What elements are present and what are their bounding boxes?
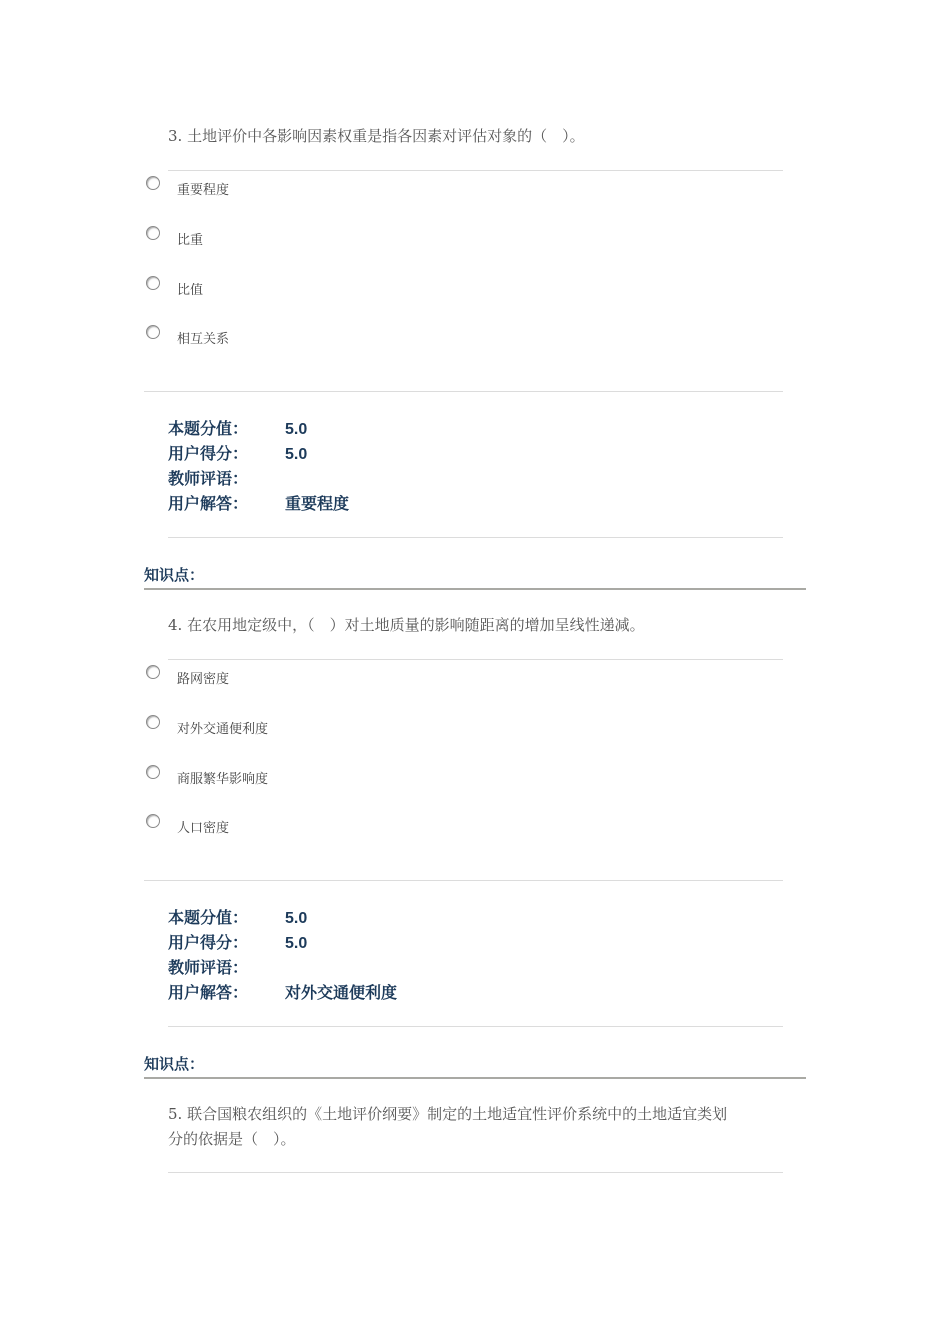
question-5-line-2: 分的依据是（ ）。	[168, 1130, 296, 1148]
question-3-text: 3. 土地评价中各影响因素权重是指各因素对评估对象的（ ）。	[168, 127, 585, 145]
radio-button[interactable]	[146, 276, 160, 290]
option-item[interactable]	[144, 276, 644, 300]
radio-button[interactable]	[146, 176, 160, 190]
radio-button[interactable]	[146, 814, 160, 828]
question-divider	[168, 659, 783, 660]
question-divider	[168, 1172, 783, 1173]
user-score-label: 用户得分：	[168, 935, 249, 952]
teacher-comment-label: 教师评语：	[168, 471, 249, 488]
option-label: 重要程度	[177, 183, 230, 198]
option-label: 路网密度	[177, 672, 230, 687]
user-score-label: 用户得分：	[168, 446, 249, 463]
teacher-comment-label: 教师评语：	[168, 960, 249, 977]
knowledge-point-label: 知识点：	[144, 567, 205, 584]
knowledge-point-label: 知识点：	[144, 1056, 205, 1073]
option-label: 相互关系	[177, 332, 230, 347]
option-item[interactable]	[144, 715, 644, 739]
options-divider	[144, 880, 783, 881]
user-answer-label: 用户解答：	[168, 496, 249, 513]
score-value: 5.0	[285, 910, 308, 927]
option-item[interactable]	[144, 814, 644, 838]
option-item[interactable]	[144, 665, 644, 689]
option-label: 比重	[177, 233, 204, 248]
radio-button[interactable]	[146, 765, 160, 779]
score-divider	[168, 1026, 783, 1027]
radio-button[interactable]	[146, 325, 160, 339]
section-rule	[144, 588, 806, 590]
option-label: 对外交通便利度	[177, 722, 269, 737]
score-label: 本题分值：	[168, 421, 249, 438]
radio-button[interactable]	[146, 226, 160, 240]
option-item[interactable]	[144, 325, 644, 349]
question-4-text: 4. 在农用地定级中，（ ）对土地质量的影响随距离的增加呈线性递减。	[168, 616, 645, 634]
option-label: 人口密度	[177, 821, 230, 836]
option-label: 比值	[177, 283, 204, 298]
options-divider	[144, 391, 783, 392]
score-divider	[168, 537, 783, 538]
radio-button[interactable]	[146, 715, 160, 729]
option-item[interactable]	[144, 765, 644, 789]
score-value: 5.0	[285, 421, 308, 438]
question-5-line-1: 5. 联合国粮农组织的《土地评价纲要》制定的土地适宜性评价系统中的土地适宜类划	[168, 1105, 728, 1123]
question-divider	[168, 170, 783, 171]
score-label: 本题分值：	[168, 910, 249, 927]
option-item[interactable]	[144, 176, 644, 200]
option-label: 商服繁华影响度	[177, 772, 269, 787]
user-answer-label: 用户解答：	[168, 985, 249, 1002]
radio-button[interactable]	[146, 665, 160, 679]
user-score-value: 5.0	[285, 935, 308, 952]
user-score-value: 5.0	[285, 446, 308, 463]
question-5-text	[168, 1102, 784, 1152]
user-answer-value: 重要程度	[285, 496, 350, 513]
section-rule	[144, 1077, 806, 1079]
user-answer-value: 对外交通便利度	[285, 985, 398, 1002]
option-item[interactable]	[144, 226, 644, 250]
